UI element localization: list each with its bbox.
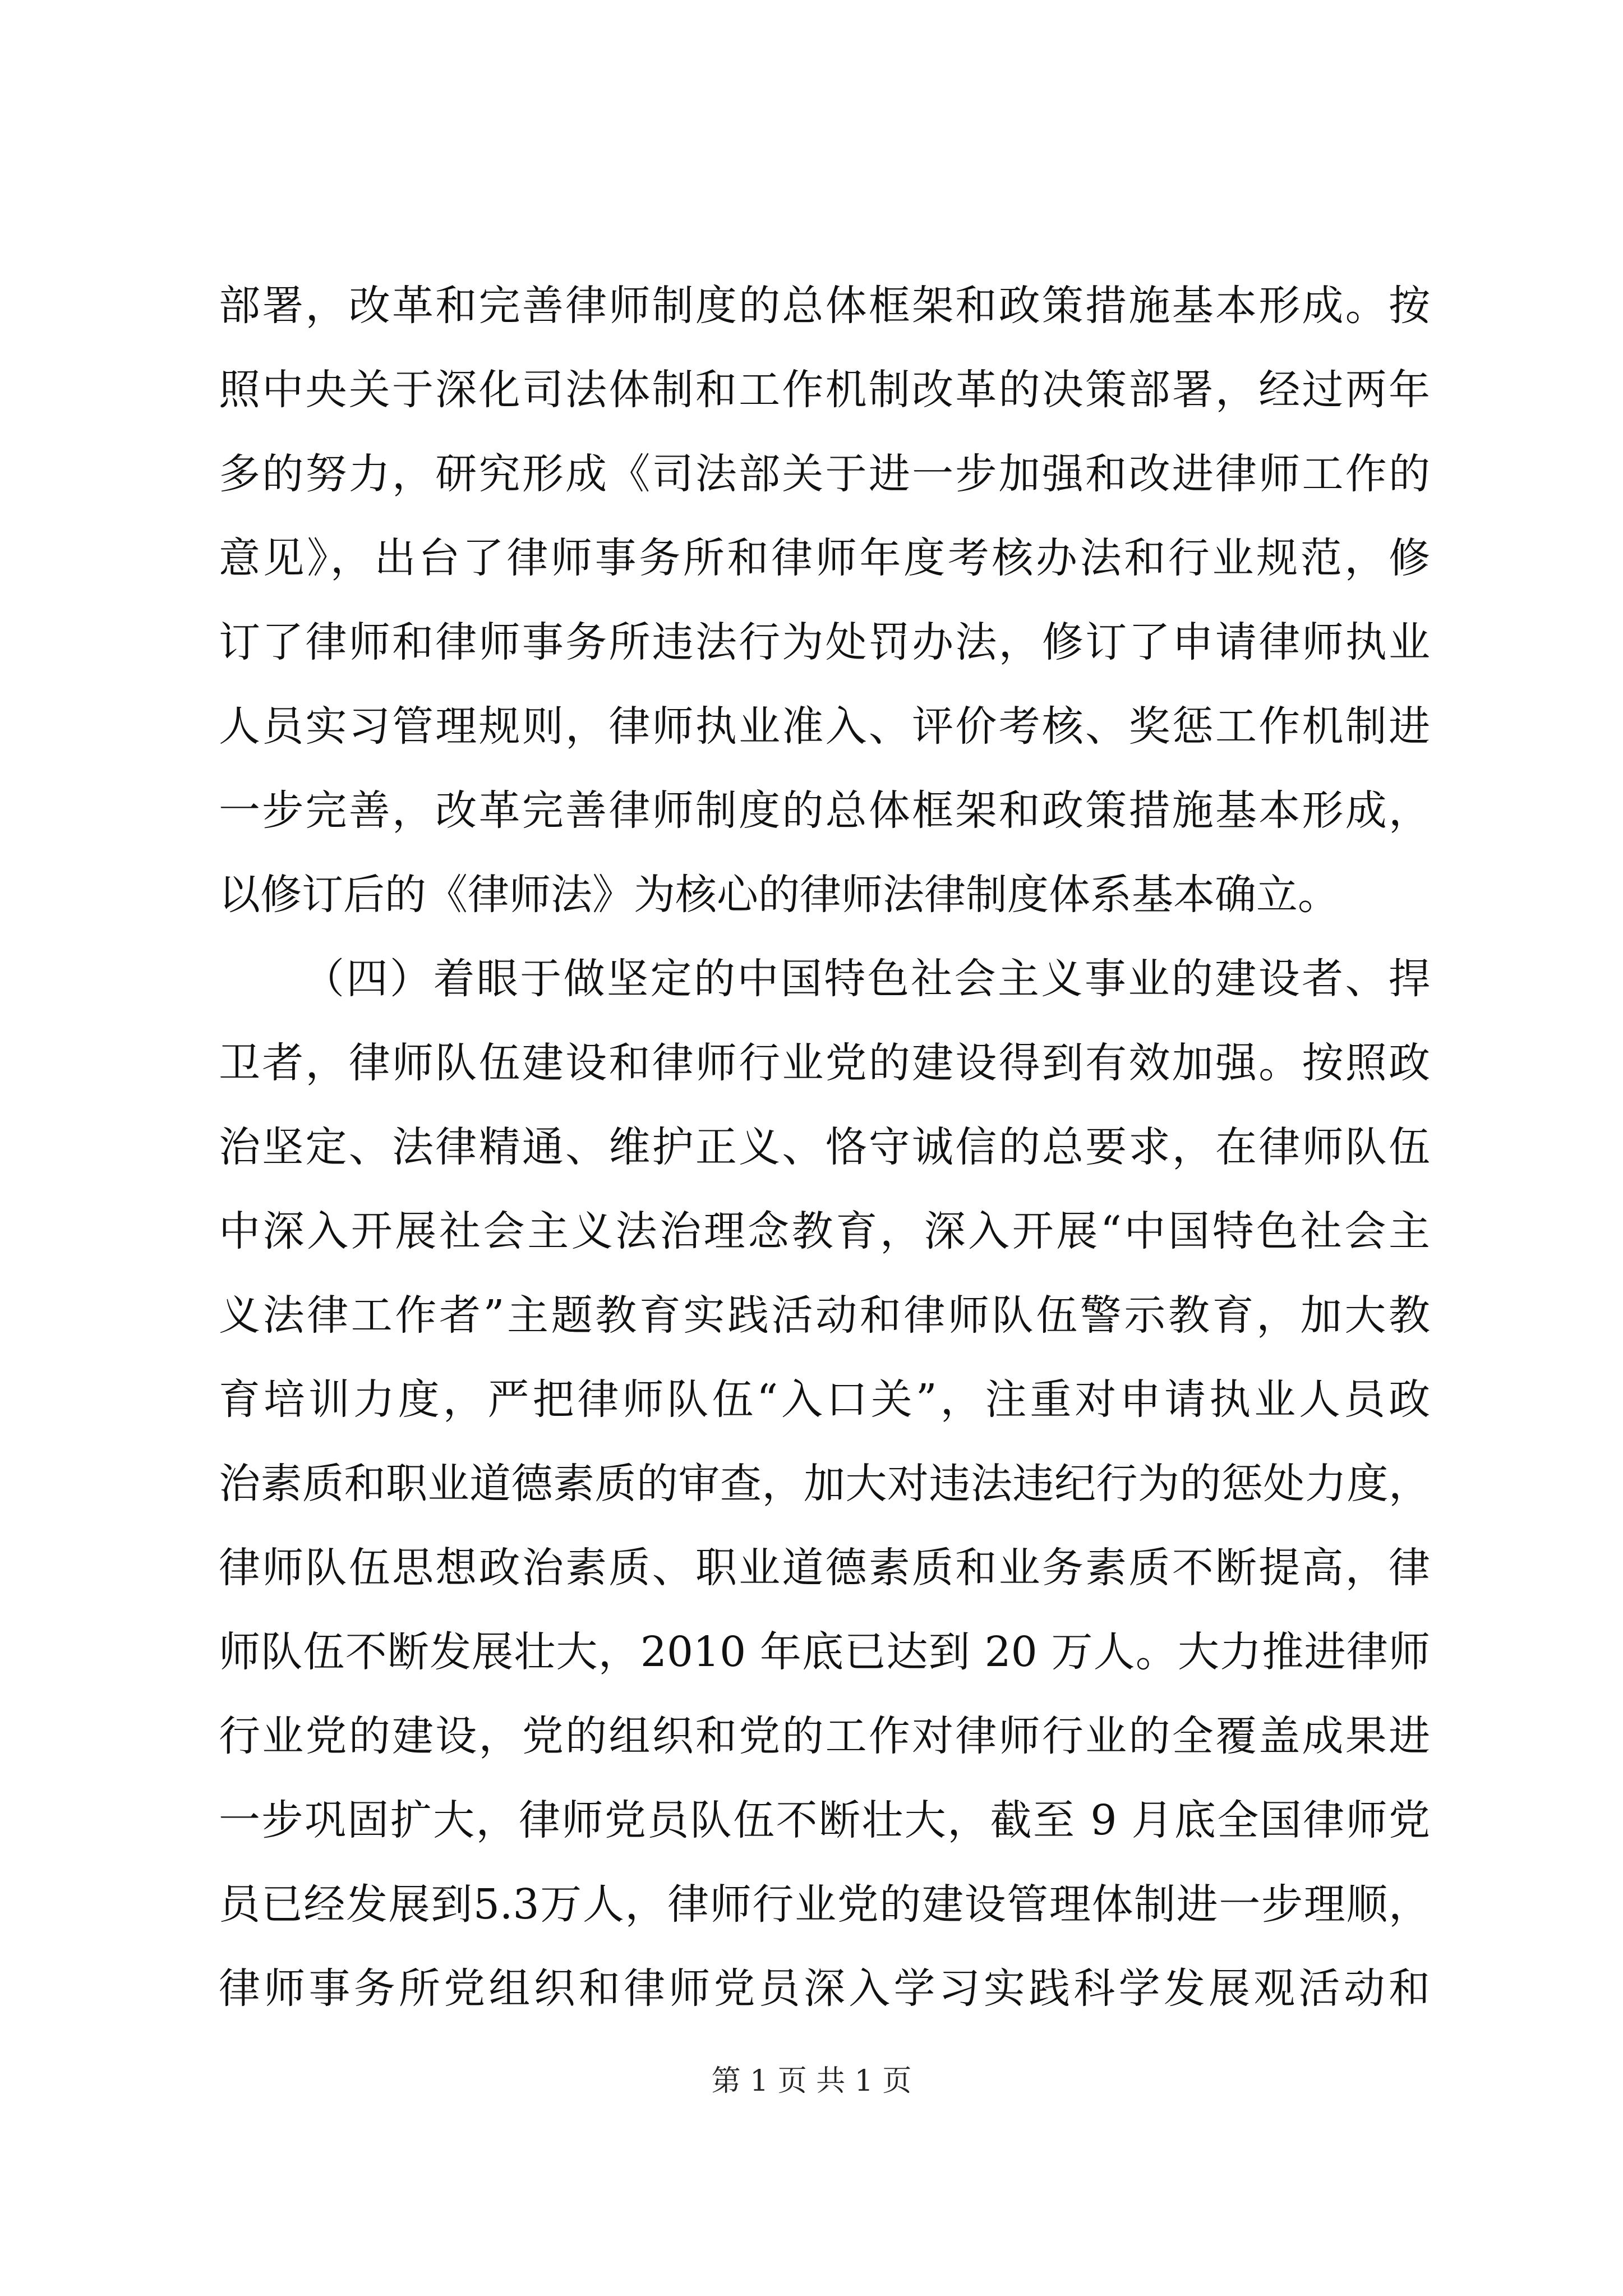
page-footer: 第 1 页 共 1 页: [711, 2064, 912, 2098]
text-line: 治素质和职业道德素质的审查，加大对违法违纪行为的惩处力度，: [219, 1460, 1430, 1508]
section-heading-line: （四）着眼于做坚定的中国特色社会主义事业的建设者、捍: [303, 955, 1430, 1003]
text-line: 中深入开展社会主义法治理念教育，深入开展“中国特色社会主: [219, 1207, 1430, 1255]
text-line: 律师事务所党组织和律师党员深入学习实践科学发展观活动和: [219, 1964, 1430, 2013]
text-line: 治坚定、法律精通、维护正义、恪守诚信的总要求，在律师队伍: [219, 1123, 1430, 1171]
text-line: 师队伍不断发展壮大，2010 年底已达到 20 万人。大力推进律师: [219, 1628, 1430, 1676]
text-line: 人员实习管理规则，律师执业准入、评价考核、奖惩工作机制进: [219, 702, 1430, 751]
text-line: 订了律师和律师事务所违法行为处罚办法，修订了申请律师执业: [219, 618, 1430, 666]
text-line: 多的努力，研究形成《司法部关于进一步加强和改进律师工作的: [219, 450, 1430, 498]
text-line: 义法律工作者”主题教育实践活动和律师队伍警示教育，加大教: [219, 1291, 1430, 1340]
text-line: 以修订后的《律师法》为核心的律师法律制度体系基本确立。: [219, 871, 1339, 919]
text-line: 意见》，出台了律师事务所和律师年度考核办法和行业规范，修: [219, 534, 1430, 582]
text-line: 律师队伍思想政治素质、职业道德素质和业务素质不断提高，律: [219, 1544, 1430, 1592]
text-line: 育培训力度，严把律师队伍“入口关”，注重对申请执业人员政: [219, 1375, 1430, 1424]
text-line: 部署，改革和完善律师制度的总体框架和政策措施基本形成。按: [219, 282, 1430, 330]
text-line: 一步完善，改革完善律师制度的总体框架和政策措施基本形成，: [219, 786, 1430, 835]
text-line: 一步巩固扩大，律师党员队伍不断壮大，截至 9 月底全国律师党: [219, 1796, 1430, 1844]
text-line: 行业党的建设，党的组织和党的工作对律师行业的全覆盖成果进: [219, 1712, 1430, 1760]
text-line: 卫者，律师队伍建设和律师行业党的建设得到有效加强。按照政: [219, 1039, 1430, 1087]
text-line: 员已经发展到5.3万人，律师行业党的建设管理体制进一步理顺，: [219, 1880, 1430, 1929]
text-line: 照中央关于深化司法体制和工作机制改革的决策部署，经过两年: [219, 366, 1430, 414]
